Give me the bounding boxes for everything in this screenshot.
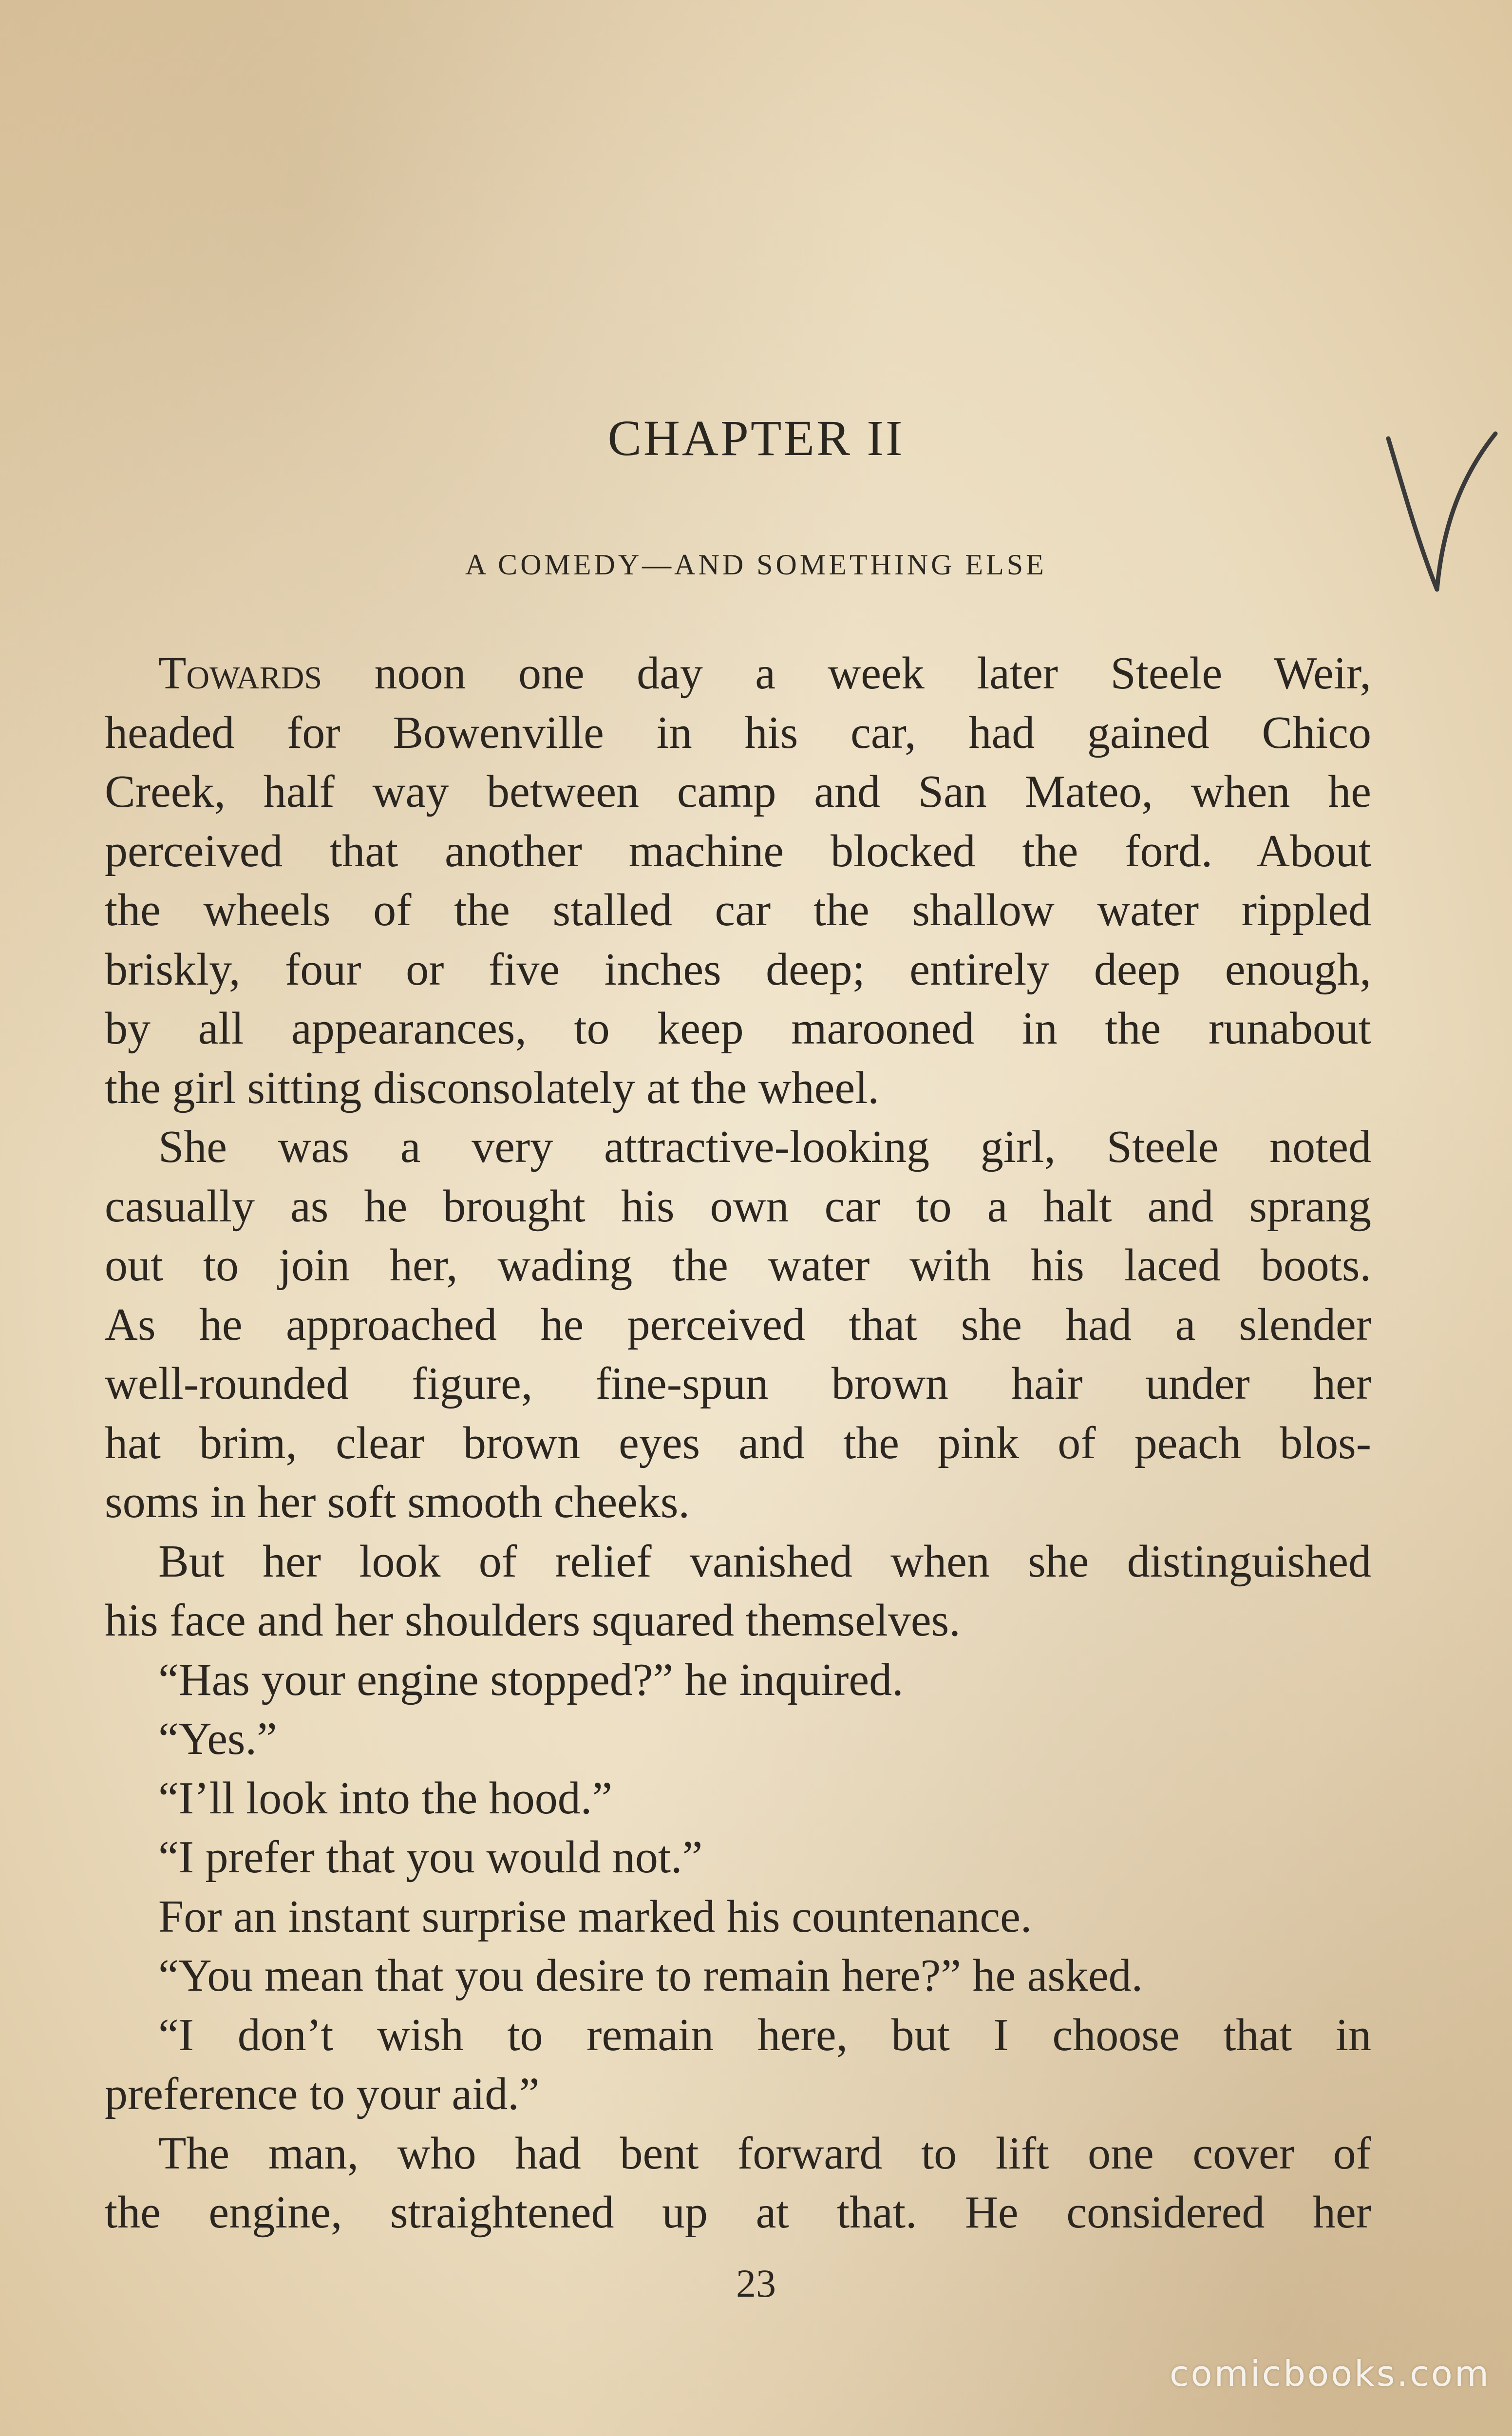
text-line: the girl sitting disconsolately at the wheel. bbox=[105, 1062, 879, 1113]
text-line: “Has your engine stopped?” he inquired. bbox=[158, 1654, 904, 1705]
text-line: his face and her shoulders squared themselves. bbox=[105, 1595, 961, 1646]
text-line: “I’ll look into the hood.” bbox=[158, 1772, 612, 1824]
text-line: hat brim, clear brown eyes and the pink of peach blos- bbox=[105, 1417, 1371, 1468]
text-line: But her look of relief vanished when she distinguished bbox=[158, 1536, 1371, 1587]
text-line: briskly, four or five inches deep; entirely deep enough, bbox=[105, 944, 1371, 995]
text-line: She was a very attractive-looking girl, Steele noted bbox=[158, 1122, 1371, 1172]
text-line: “I prefer that you would not.” bbox=[158, 1832, 703, 1883]
text-line: preference to your aid.” bbox=[105, 2069, 540, 2119]
drop-word: Towards bbox=[158, 648, 322, 699]
text-line: well-rounded figure, fine-spun brown hair under her bbox=[105, 1358, 1371, 1409]
chapter-body-text bbox=[105, 644, 1371, 2243]
text-line: Creek, half way between camp and San Mateo, when he bbox=[105, 766, 1371, 817]
text-line: For an instant surprise marked his countenance. bbox=[158, 1891, 1032, 1942]
text-line bbox=[105, 644, 1371, 704]
text-line: the engine, straightened up at that. He considered her bbox=[105, 2187, 1371, 2238]
text-line: soms in her soft smooth cheeks. bbox=[105, 1477, 690, 1527]
text-line: out to join her, wading the water with his laced boots. bbox=[105, 1240, 1371, 1291]
text-line: “Yes.” bbox=[158, 1713, 277, 1764]
text-line: headed for Bowenville in his car, had gained Chico bbox=[105, 707, 1371, 758]
text-line: “You mean that you desire to remain here?” he asked. bbox=[158, 1950, 1143, 2001]
text-line-content: noon one day a week later Steele Weir, bbox=[322, 648, 1371, 699]
text-line: perceived that another machine blocked the ford. About bbox=[105, 825, 1371, 876]
watermark: comicbooks.com bbox=[1169, 2353, 1491, 2394]
page-number: 23 bbox=[736, 2261, 776, 2305]
text-line: “I don’t wish to remain here, but I choose that in bbox=[158, 2009, 1371, 2060]
text-line: casually as he brought his own car to a halt and sprang bbox=[105, 1180, 1371, 1232]
text-line: the wheels of the stalled car the shallow water rippled bbox=[105, 885, 1371, 935]
chapter-title: CHAPTER II bbox=[607, 410, 905, 466]
chapter-subtitle: A COMEDY—AND SOMETHING ELSE bbox=[465, 549, 1047, 581]
text-line: As he approached he perceived that she had a slender bbox=[105, 1299, 1371, 1350]
text-line: by all appearances, to keep marooned in the runabout bbox=[105, 1003, 1371, 1054]
text-line: The man, who had bent forward to lift one cover of bbox=[158, 2128, 1371, 2179]
